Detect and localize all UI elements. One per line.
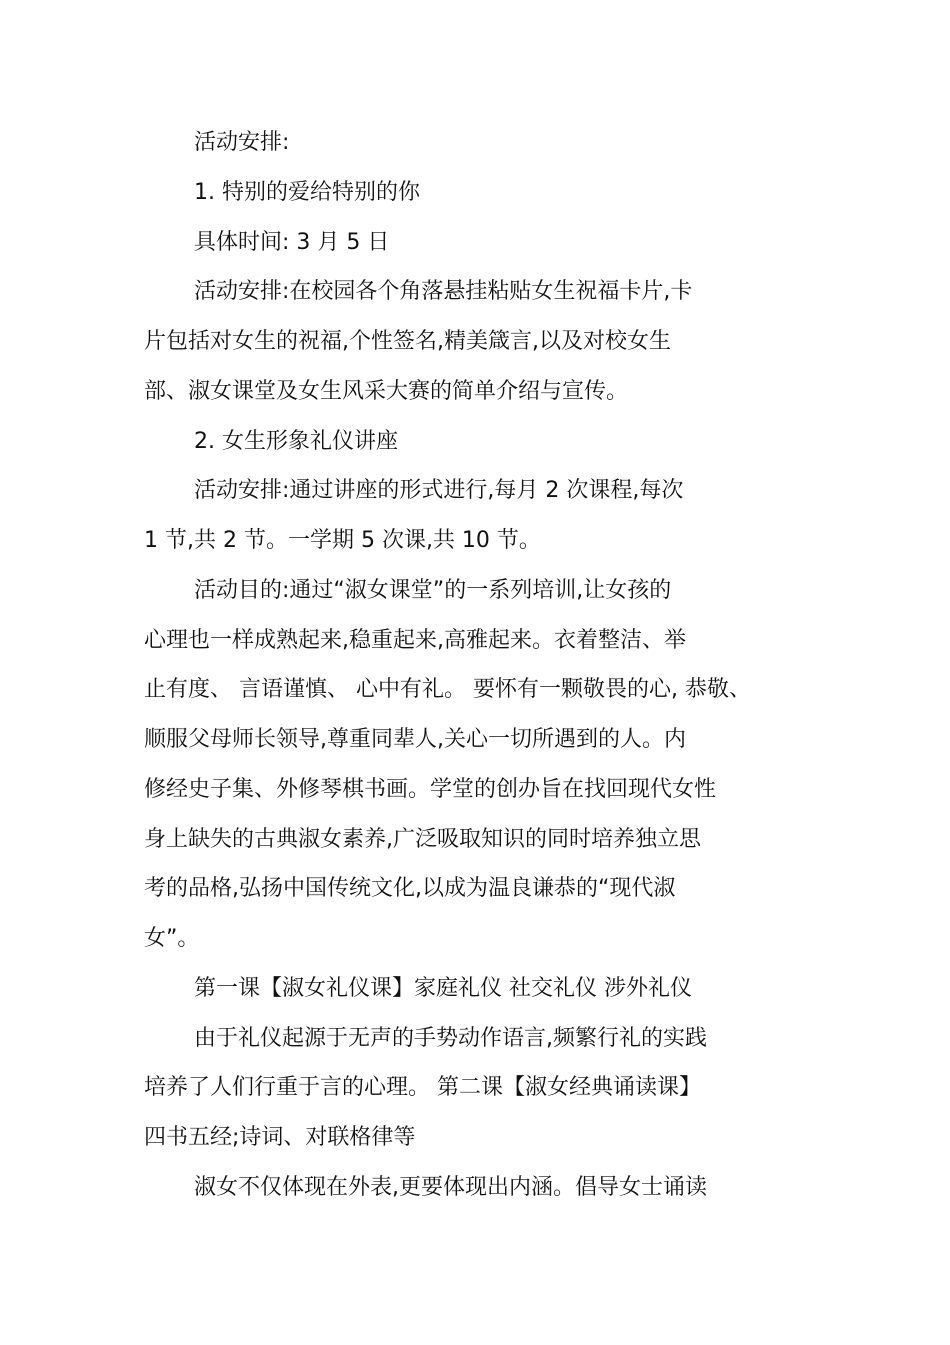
paragraph-line: 考的品格,弘扬中国传统文化,以成为温良谦恭的“现代淑: [144, 876, 676, 901]
item-heading-2: 2. 女生形象礼仪讲座: [194, 429, 398, 454]
paragraph-line: 活动安排:在校园各个角落悬挂粘贴女生祝福卡片,卡: [194, 279, 693, 304]
paragraph-line: 修经史子集、外修琴棋书画。学堂的创办旨在找回现代女性: [144, 777, 717, 802]
item-heading-1: 1. 特别的爱给特别的你: [194, 180, 420, 205]
paragraph-line: 身上缺失的古典淑女素养,广泛吸取知识的同时培养独立思: [144, 827, 701, 852]
section-heading: 活动安排:: [194, 130, 290, 155]
paragraph-line: 心理也一样成熟起来,稳重起来,高雅起来。衣着整洁、举: [144, 628, 686, 653]
paragraph-line: 活动安排:通过讲座的形式进行,每月 2 次课程,每次: [194, 478, 684, 503]
paragraph-line: 淑女不仅体现在外表,更要体现出内涵。倡导女士诵读: [194, 1175, 707, 1200]
paragraph-line: 1 节,共 2 节。一学期 5 次课,共 10 节。: [144, 528, 541, 553]
schedule-time: 具体时间: 3 月 5 日: [194, 230, 390, 255]
paragraph-line: 由于礼仪起源于无声的手势动作语言,频繁行礼的实践: [194, 1026, 707, 1051]
paragraph-line: 部、淑女课堂及女生风采大赛的简单介绍与宣传。: [144, 379, 629, 404]
paragraph-line: 四书五经;诗词、对联格律等: [144, 1125, 416, 1150]
paragraph-line: 顺服父母师长领导,尊重同辈人,关心一切所遇到的人。内: [144, 727, 686, 752]
paragraph-line: 女”。: [144, 926, 200, 951]
paragraph-line: 止有度、 言语谨慎、 心中有礼。 要怀有一颗敬畏的心, 恭敬、: [144, 677, 751, 702]
paragraph-line: 培养了人们行重于言的心理。 第二课【淑女经典诵读课】: [144, 1075, 701, 1100]
paragraph-line: 活动目的:通过“淑女课堂”的一系列培训,让女孩的: [194, 578, 672, 603]
paragraph-line: 片包括对女生的祝福,个性签名,精美箴言,以及对校女生: [144, 329, 671, 354]
lesson-one-heading: 第一课【淑女礼仪课】家庭礼仪 社交礼仪 涉外礼仪: [194, 976, 692, 1001]
